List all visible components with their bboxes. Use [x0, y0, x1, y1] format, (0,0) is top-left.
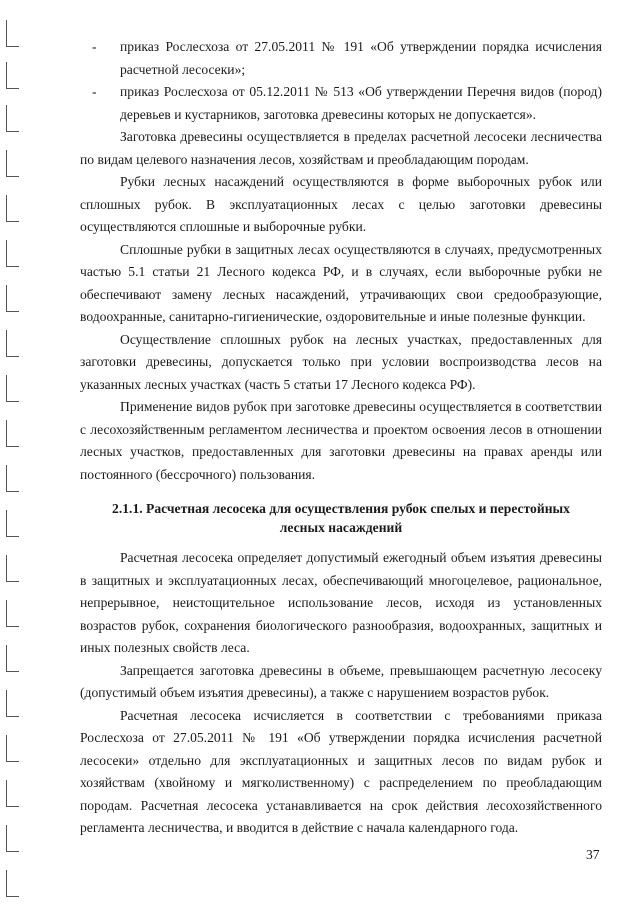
bullet-marker: - [92, 84, 97, 99]
section-heading: 2.1.1. Расчетная лесосека для осуществления рубок спелых и перестойных лесных насаждений [112, 501, 570, 535]
body-paragraph: Заготовка древесины осуществляется в пределах расчетной лесосеки лесничества по видам целевого назначения лесов, хозяйствам и преобладающим породам. [80, 129, 602, 167]
margin-mark [6, 150, 19, 177]
document-page [80, 36, 602, 840]
bullet-marker: - [92, 39, 97, 54]
body-paragraph: Запрещается заготовка древесины в объеме, превышающем расчетную лесосеку (допустимый объем изъятия древесины), а также с нарушением возрастов рубок. [80, 662, 602, 700]
margin-mark [6, 780, 19, 807]
binding-margin-marks [0, 0, 24, 905]
margin-mark [6, 690, 19, 717]
margin-mark [6, 330, 19, 357]
margin-mark [6, 62, 19, 89]
body-paragraph: Сплошные рубки в защитных лесах осуществляются в случаях, предусмотренных частью 5.1 статьи 21 Лесного кодекса РФ, и в случаях, если выборочные рубки не обеспечивают замену лесных насаждений, утрачивающих свои средообразующие, водоохранные, санитарно-гигиенические, оздоровительные и иные полезные функции. [80, 241, 602, 324]
body-paragraph: Расчетная лесосека исчисляется в соответствии с требованиями приказа Рослесхоза от 27.05.2011 № 191 «Об утверждении порядка исчисления расчетной лесосеки» отдельно для эксплуатационных и защитных лесов по видам рубок и хозяйствам (хвойному и мягколиственному) с распределением по преобладающим породам. Расчетная лесосека устанавливается на срок действия лесохозяйственного регламента лесничества, и вводится в действие с начала календарного года. [80, 707, 602, 835]
bullet-item [80, 36, 602, 81]
page-number: 37 [586, 847, 600, 862]
margin-mark [6, 285, 19, 312]
body-paragraph: Применение видов рубок при заготовке древесины осуществляется в соответствии с лесохозяйственным регламентом лесничества и проектом освоения лесов в отношении лесных участков, предоставленных для заготовки древесины на правах аренды или постоянного (бессрочного) пользования. [80, 399, 602, 482]
bullet-text: приказ Рослесхоза от 05.12.2011 № 513 «Об утверждении Перечня видов (пород) деревьев и кустарников, заготовка древесины которых не допускается». [120, 84, 602, 122]
margin-mark [6, 195, 19, 222]
margin-mark [6, 735, 19, 762]
bullet-item [80, 81, 602, 126]
margin-mark [6, 825, 19, 852]
margin-mark [6, 375, 19, 402]
margin-mark [6, 20, 19, 47]
bullet-text: приказ Рослесхоза от 27.05.2011 № 191 «Об утверждении порядка исчисления расчетной лесосеки»; [120, 39, 602, 77]
margin-mark [6, 645, 19, 672]
margin-mark [6, 420, 19, 447]
margin-mark [6, 240, 19, 267]
margin-mark [6, 465, 19, 492]
body-paragraph: Осуществление сплошных рубок на лесных участках, предоставленных для заготовки древесины, допускается только при условии воспроизводства лесов на указанных лесных участках (часть 5 статьи 17 Лесного кодекса РФ). [80, 331, 602, 392]
margin-mark [6, 600, 19, 627]
margin-mark [6, 870, 19, 897]
body-paragraph: Расчетная лесосека определяет допустимый ежегодный объем изъятия древесины в защитных и эксплуатационных лесах, обеспечивающий многоцелевое, рациональное, непрерывное, неистощительное использование лесов, исходя из установленных возрастов рубок, сохранения биологического разнообразия, водоохранных, защитных и иных полезных свойств леса. [80, 550, 602, 655]
margin-mark [6, 510, 19, 537]
margin-mark [6, 105, 19, 132]
body-paragraph: Рубки лесных насаждений осуществляются в форме выборочных рубок или сплошных рубок. В эксплуатационных лесах с целью заготовки древесины осуществляются сплошные и выборочные рубки. [80, 174, 602, 234]
margin-mark [6, 555, 19, 582]
